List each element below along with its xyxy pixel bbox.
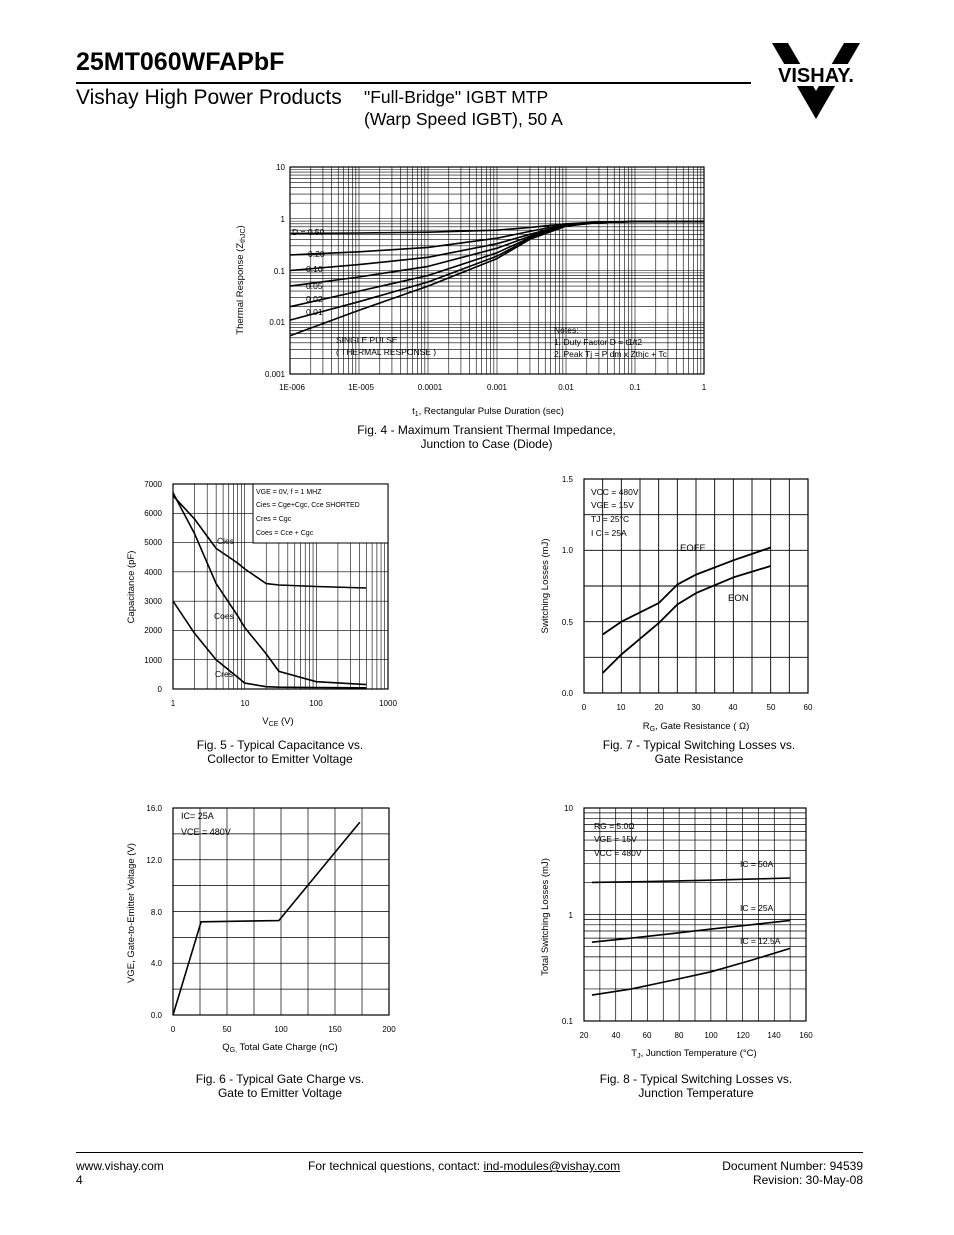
fig5-series-cres — [173, 601, 366, 688]
fig4-notes: 2. Peak Tj = P dm x Zthjc + Tc — [554, 349, 667, 359]
fig7-ytick: 0.5 — [561, 618, 573, 627]
footer-rule — [76, 1152, 863, 1153]
fig4-notes: Notes: — [554, 325, 579, 335]
fig8-condition: VGE = 15V — [594, 834, 637, 844]
fig8-condition: RG = 5.0Ω — [594, 821, 635, 831]
fig6-curves — [173, 822, 360, 1015]
fig8-caption — [585, 1072, 807, 1100]
fig8-label-25a: IC = 25A — [740, 903, 774, 913]
footer-contact-prefix: For technical questions, contact: — [308, 1159, 484, 1173]
fig7-ytick: 1.0 — [561, 546, 573, 555]
fig6-xtick: 100 — [274, 1025, 288, 1034]
fig4-caption-line2: Junction to Case (Diode) — [420, 437, 553, 451]
fig4-xtick: 1E-006 — [279, 383, 305, 392]
fig4-ylabel: Thermal Response $(Z_{thJC})$ — [235, 225, 247, 335]
fig6-xtick: 150 — [328, 1025, 342, 1034]
fig4-ytick: 0.1 — [273, 267, 285, 276]
fig8-series-ic-50a — [592, 878, 790, 882]
fig5-caption-line1: Fig. 5 - Typical Capacitance vs. — [196, 738, 364, 752]
fig4-xtick: 1E-005 — [348, 383, 374, 392]
fig6-ytick: 4.0 — [150, 959, 162, 968]
fig6-xtick: 50 — [222, 1025, 232, 1034]
fig6-caption-line2: Gate to Emitter Voltage — [217, 1086, 343, 1100]
fig7-xtick: 60 — [803, 703, 813, 712]
fig8-series-ic-12-5a — [592, 948, 790, 995]
fig6-ytick: 16.0 — [146, 804, 162, 813]
fig7-caption — [585, 738, 813, 766]
footer-website[interactable]: www.vishay.com — [76, 1159, 164, 1173]
product-subtitle — [364, 86, 563, 130]
fig5-xtick: 10 — [240, 699, 250, 708]
fig6-series-ic-25a-vce-480v — [173, 822, 360, 1015]
fig7-xtick: 20 — [654, 703, 664, 712]
fig6-chart — [118, 800, 408, 1062]
footer-revision: Revision: 30-May-08 — [752, 1173, 863, 1187]
fig6-ytick: 8.0 — [150, 908, 162, 917]
fig7-label-eoff: EOFF — [680, 543, 706, 554]
fig7-condition: I C = 25A — [591, 528, 627, 538]
fig4-duty-label: 0.20 — [308, 249, 325, 259]
fig4-notes: 1. Duty Factor D = t1/t2 — [554, 337, 643, 347]
fig4-xtick: 0.001 — [486, 383, 508, 392]
fig5-label-cies: Cies — [217, 536, 235, 546]
fig5-ytick: 4000 — [144, 568, 162, 577]
fig6-ytick: 0.0 — [150, 1011, 162, 1020]
fig5-legend-line: Coes = Cce + Cgc — [256, 530, 314, 537]
fig4-duty-label: 0.01 — [306, 307, 323, 317]
fig6-grid — [173, 808, 389, 1015]
fig5-chart — [118, 474, 408, 734]
series-title: Vishay High Power Products — [76, 86, 342, 109]
fig4-xtick: 0.1 — [629, 383, 641, 392]
fig4-xtick: 0.01 — [558, 383, 574, 392]
fig7-ytick: 0.0 — [561, 689, 573, 698]
fig7-condition: TJ = 25°C — [591, 514, 630, 524]
fig7-xtick: 0 — [581, 703, 587, 712]
fig8-label-50a: IC = 50A — [740, 859, 774, 869]
fig8-xtick: 100 — [704, 1031, 718, 1040]
fig8-caption-line2: Junction Temperature — [638, 1086, 754, 1100]
fig5-legend-line: Cres = Cgc — [256, 516, 292, 523]
fig5-label-coes: Coes — [214, 611, 234, 621]
fig5-ytick: 0 — [157, 685, 162, 694]
fig5-ytick: 7000 — [144, 480, 162, 489]
fig5-legend-line: Cies = Cge+Cgc, Cce SHORTED — [256, 502, 360, 509]
fig8-xtick: 160 — [799, 1031, 813, 1040]
fig7-xtick: 40 — [728, 703, 738, 712]
footer-contact — [308, 1159, 620, 1173]
fig5-ytick: 6000 — [144, 509, 162, 518]
fig5-ytick: 1000 — [144, 656, 162, 665]
fig5-xtick: 1000 — [379, 699, 397, 708]
fig6-xtick: 0 — [170, 1025, 176, 1034]
fig8-xtick: 140 — [767, 1031, 781, 1040]
header-rule — [76, 82, 751, 84]
fig7-xlabel: $R_G$, Gate Resistance ( Ω) — [642, 721, 750, 733]
fig5-caption-line2: Collector to Emitter Voltage — [207, 752, 353, 766]
fig5-xtick: 100 — [309, 699, 323, 708]
fig7-xtick: 30 — [691, 703, 701, 712]
fig8-ylabel: Total Switching Losses (mJ) — [540, 858, 551, 976]
fig4-xtick: 0.0001 — [417, 383, 443, 392]
fig8-xtick: 20 — [579, 1031, 589, 1040]
fig8-xtick: 40 — [611, 1031, 621, 1040]
fig7-grid — [584, 479, 808, 693]
fig8-xtick: 80 — [674, 1031, 684, 1040]
fig6-condition: VCE = 480V — [181, 827, 231, 837]
fig4-ytick: 0.001 — [264, 370, 285, 379]
fig8-label-125a: IC = 12.5A — [740, 936, 781, 946]
fig5-xlabel: $V_{CE}$ (V) — [262, 716, 294, 728]
fig5-caption — [180, 738, 380, 766]
part-number: 25MT060WFAPbF — [76, 48, 285, 76]
fig7-curves — [603, 548, 771, 674]
fig4-single-pulse: SINGLE PULSE — [336, 335, 398, 345]
fig8-xtick: 120 — [736, 1031, 750, 1040]
fig8-caption-line1: Fig. 8 - Typical Switching Losses vs. — [599, 1072, 793, 1086]
fig5-legend-line: VGE = 0V, f = 1 MHZ — [256, 489, 322, 496]
fig6-caption-line1: Fig. 6 - Typical Gate Charge vs. — [195, 1072, 365, 1086]
fig4-duty-label: 0.02 — [306, 294, 323, 304]
fig7-condition: VGE = 15V — [591, 500, 634, 510]
fig4-caption — [290, 423, 683, 451]
fig7-ytick: 1.5 — [561, 475, 573, 484]
fig8-xlabel: $T_J$, Junction Temperature (°C) — [631, 1048, 757, 1060]
fig5-ytick: 2000 — [144, 626, 162, 635]
fig6-ylabel: VGE, Gate-to-Emitter Voltage (V) — [126, 843, 137, 983]
fig7-caption-line1: Fig. 7 - Typical Switching Losses vs. — [602, 738, 796, 752]
fig5-ytick: 5000 — [144, 538, 162, 547]
subtitle-line-2: (Warp Speed IGBT), 50 A — [364, 109, 563, 129]
fig4-duty-label: 0.10 — [306, 264, 323, 274]
fig4-single-pulse: ( THERMAL RESPONSE ) — [336, 347, 437, 357]
fig7-xtick: 10 — [616, 703, 626, 712]
fig8-ytick: 0.1 — [561, 1017, 573, 1026]
fig5-ytick: 3000 — [144, 597, 162, 606]
fig6-condition: IC= 25A — [181, 811, 214, 821]
fig7-condition: VCC = 480V — [591, 487, 639, 497]
fig4-xlabel: $t_1$, Rectangular Pulse Duration (sec) — [412, 406, 564, 418]
fig4-ytick: 10 — [276, 163, 285, 172]
vishay-logo — [766, 43, 866, 123]
footer-left — [76, 1159, 164, 1187]
fig8-chart — [530, 800, 825, 1065]
fig4-ytick: 1 — [280, 215, 285, 224]
fig4-duty-label: 0.05 — [306, 281, 323, 291]
footer-doc-number: Document Number: 94539 — [722, 1159, 863, 1173]
fig8-ytick: 10 — [564, 804, 573, 813]
fig7-chart — [530, 470, 825, 735]
fig6-xlabel: $Q_{G,}$ Total Gate Charge (nC) — [222, 1042, 338, 1054]
subtitle-line-1: "Full-Bridge" IGBT MTP — [364, 87, 549, 107]
fig4-xtick: 1 — [701, 383, 707, 392]
footer-contact-email[interactable]: ind-modules@vishay.com — [483, 1159, 621, 1173]
fig5-ylabel: Capacitance (pF) — [126, 550, 137, 624]
fig6-xtick: 200 — [382, 1025, 396, 1034]
footer-right — [722, 1159, 863, 1187]
fig7-caption-line2: Gate Resistance — [654, 752, 744, 766]
fig5-label-cres: Cres — [215, 669, 233, 679]
fig8-ytick: 1 — [568, 911, 573, 920]
fig4-ytick: 0.01 — [269, 318, 285, 327]
fig5-xtick: 1 — [170, 699, 176, 708]
fig4-duty-label: D = 0.50 — [292, 227, 325, 237]
fig8-condition: VCC = 480V — [594, 848, 642, 858]
footer-page-number: 4 — [76, 1173, 83, 1187]
fig6-caption — [180, 1072, 380, 1100]
fig4-chart — [230, 160, 730, 418]
logo-wordmark: VISHAY. — [778, 65, 854, 87]
fig7-ylabel: Switching Losses (mJ) — [540, 538, 551, 634]
fig4-caption-line1: Fig. 4 - Maximum Transient Thermal Impedance, — [357, 423, 616, 437]
fig8-xtick: 60 — [642, 1031, 652, 1040]
fig7-xtick: 50 — [766, 703, 776, 712]
fig6-ytick: 12.0 — [146, 856, 162, 865]
fig7-label-eon: EON — [728, 593, 749, 604]
